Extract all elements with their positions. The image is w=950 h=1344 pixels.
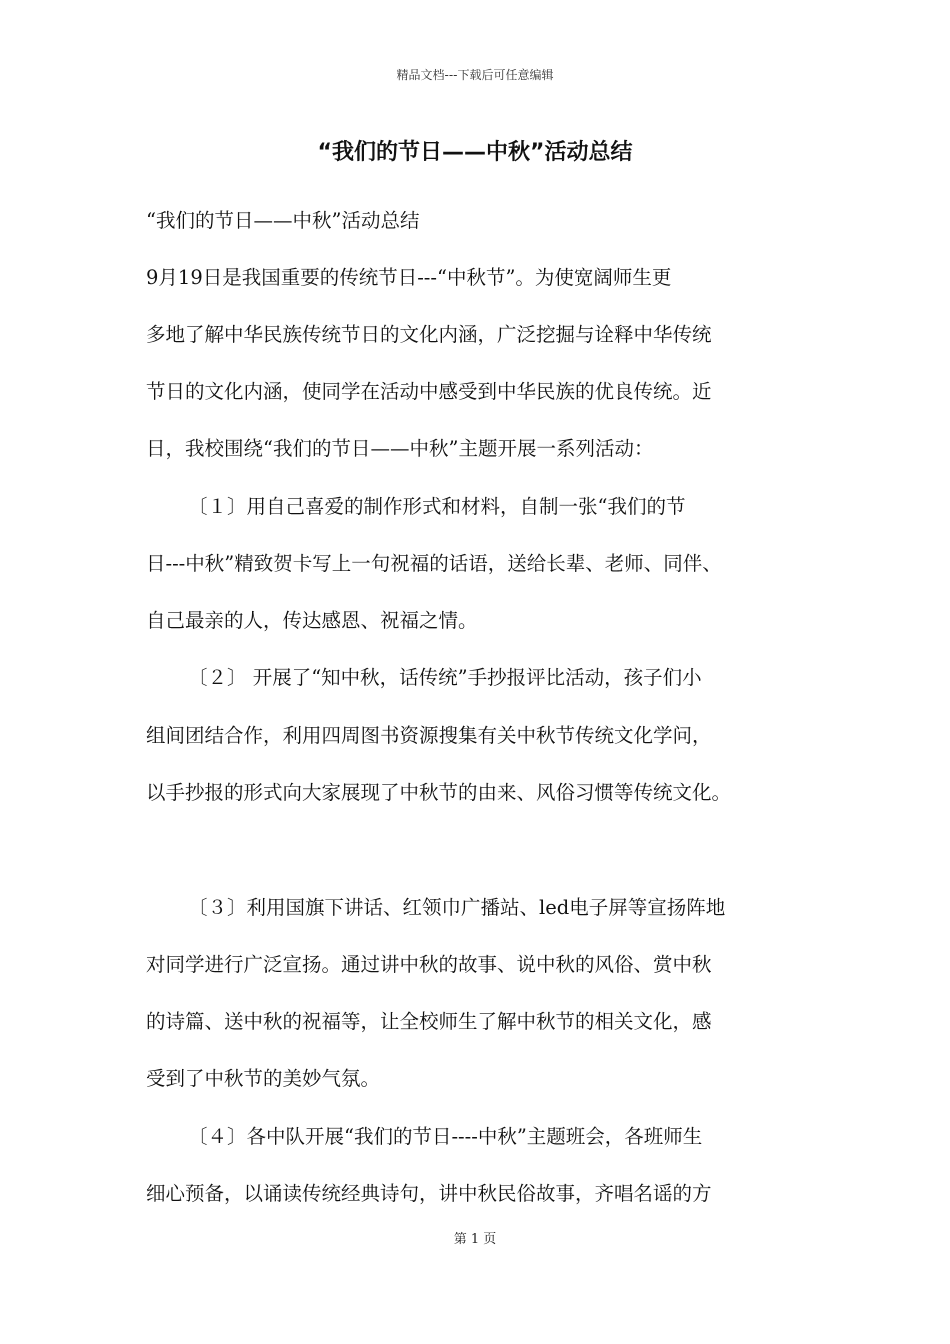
paragraph-line: 组间团结合作，利用四周图书资源搜集有关中秋节传统文化学问， (146, 724, 712, 747)
paragraph-line: 日---中秋”精致贺卡写上一句祝福的话语，送给长辈、老师、同伴、 (146, 552, 722, 575)
paragraph-line: 节日的文化内涵，使同学在活动中感受到中华民族的优良传统。近 (146, 380, 712, 403)
page-number: 第 1 页 (453, 1232, 497, 1247)
paragraph-line: 多地了解中华民族传统节日的文化内涵，广泛挖掘与诠释中华传统 (146, 323, 712, 346)
subtitle-line: “我们的节日——中秋”活动总结 (146, 209, 420, 232)
paragraph-line: 自己最亲的人，传达感恩、祝福之情。 (146, 609, 478, 632)
paragraph-line: 以手抄报的形式向大家展现了中秋节的由来、风俗习惯等传统文化。 (146, 781, 732, 804)
document-title: “我们的节日——中秋”活动总结 (317, 140, 633, 165)
paragraph-line: 〔１〕用自己喜爱的制作形式和材料，自制一张“我们的节 (188, 495, 686, 518)
paragraph-line: 的诗篇、送中秋的祝福等，让全校师生了解中秋节的相关文化，感 (146, 1010, 712, 1033)
paragraph-line: 受到了中秋节的美妙气氛。 (146, 1067, 381, 1090)
paragraph-line: 细心预备，以诵读传统经典诗句，讲中秋民俗故事，齐唱名谣的方 (146, 1182, 712, 1205)
paragraph-line: 〔４〕各中队开展“我们的节日----中秋”主题班会，各班师生 (188, 1125, 703, 1148)
paragraph-line: 〔３〕利用国旗下讲话、红领巾广播站、led电子屏等宣扬阵地 (188, 896, 726, 919)
page-header: 精品文档---下载后可任意编辑 (396, 68, 554, 82)
paragraph-line: 日，我校围绕“我们的节日——中秋”主题开展一系列活动： (146, 437, 654, 460)
paragraph-line: 9月19日是我国重要的传统节日---“中秋节”。为使宽阔师生更 (146, 266, 672, 289)
paragraph-line: 对同学进行广泛宣扬。通过讲中秋的故事、说中秋的风俗、赏中秋 (146, 953, 712, 976)
paragraph-line: 〔２〕 开展了“知中秋，话传统”手抄报评比活动，孩子们小 (188, 666, 702, 689)
